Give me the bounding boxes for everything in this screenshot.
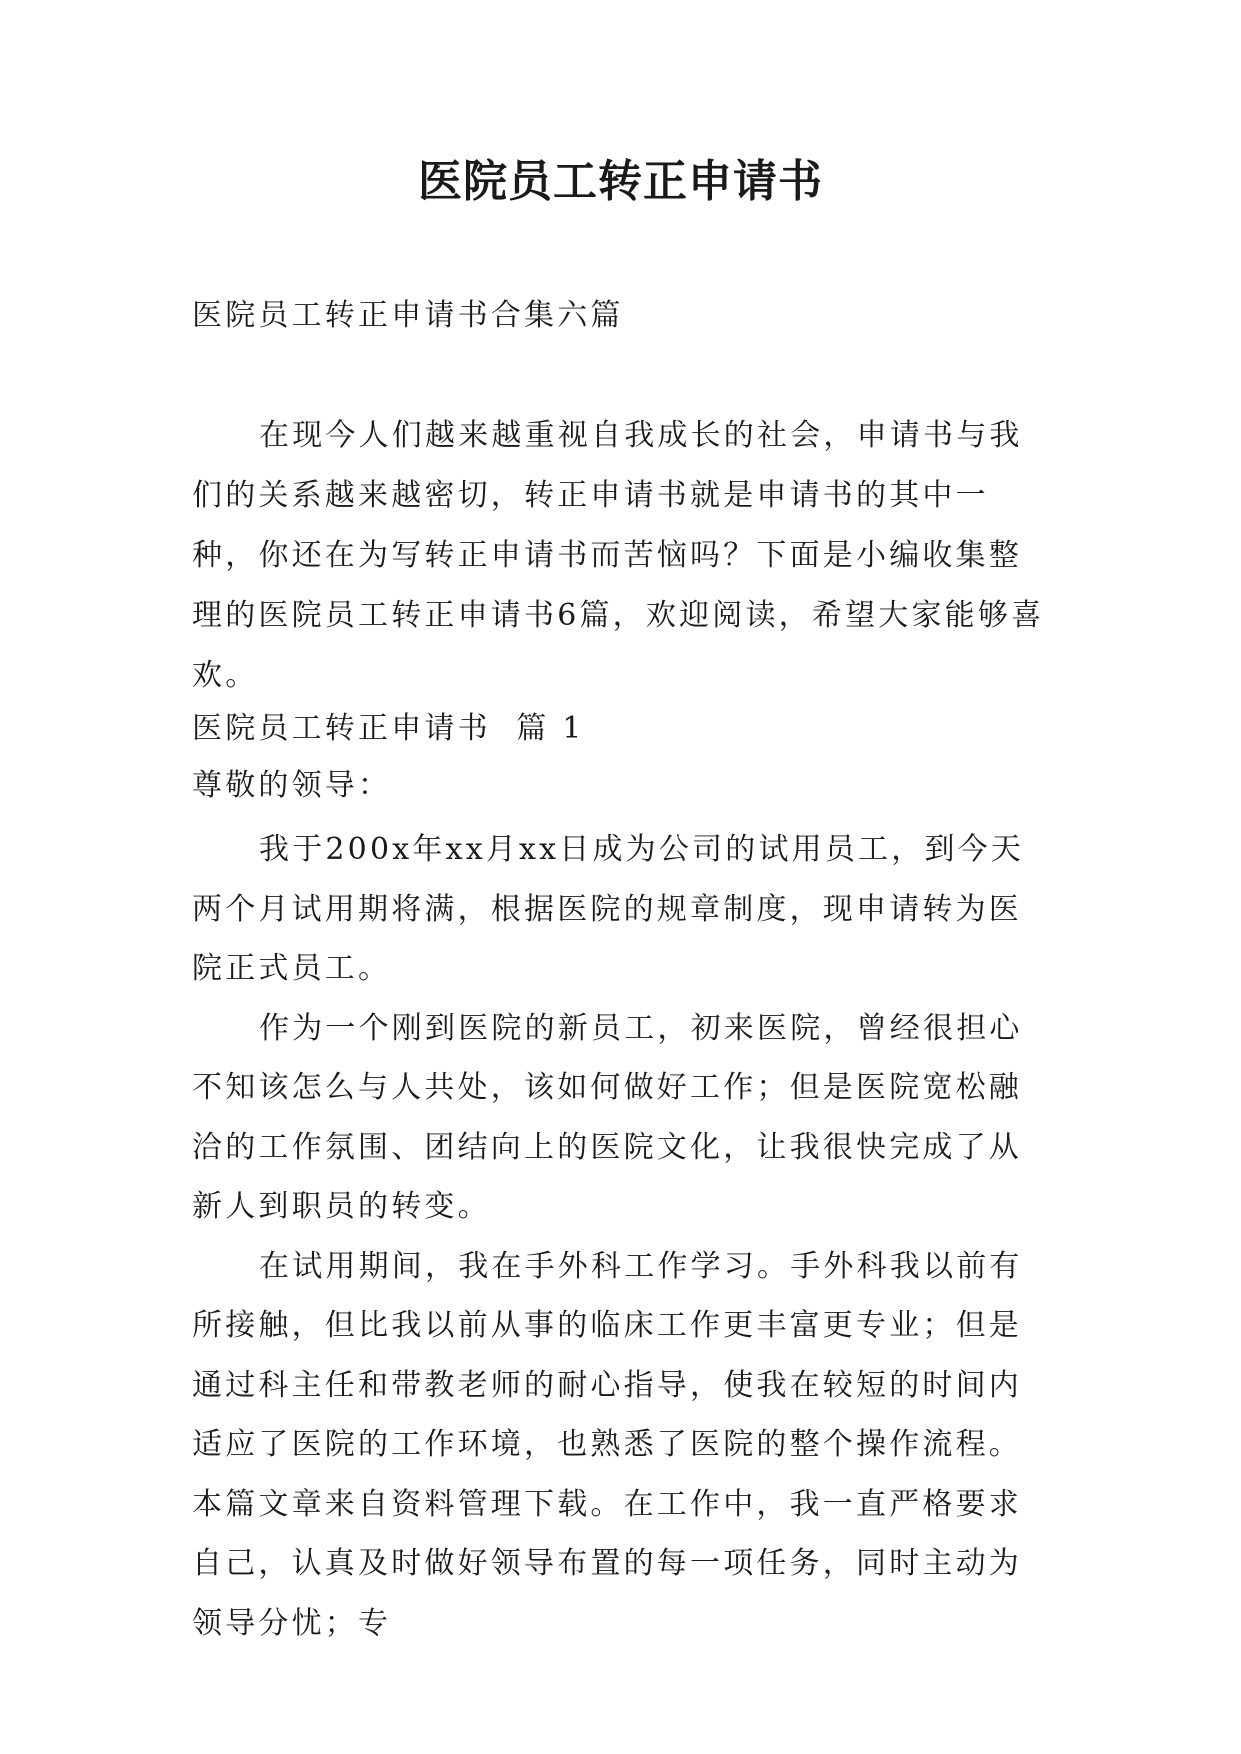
salutation: 尊敬的领导： (192, 768, 392, 803)
letter-paragraph: 我于200x年xx月xx日成为公司的试用员工，到今天两个月试用期将满，根据医院的规章制度，现申请转为医院正式员工。 (192, 832, 1025, 986)
document-subtitle: 医院员工转正申请书合集六篇 (192, 298, 624, 333)
section-heading: 医院员工转正申请书 篇 1 (192, 711, 585, 746)
letter-paragraph: 在试用期间，我在手外科工作学习。手外科我以前有所接触，但比我以前从事的临床工作更丰富更专业；但是通过科主任和带教老师的耐心指导，使我在较短的时间内适应了医院的工作环境，也熟悉了医院的整个操作流程。本篇文章来自资料管理下载。在工作中，我一直严格要求自己，认真及时做好领导布置的每一项任务，同时主动为领导分忧；专 (192, 1248, 1023, 1641)
letter-body (192, 820, 1054, 1653)
document-title: 医院员工转正申请书 (418, 156, 823, 207)
intro-paragraph: 在现今人们越来越重视自我成长的社会，申请书与我们的关系越来越密切，转正申请书就是申请书的其中一种，你还在为写转正申请书而苦恼吗？下面是小编收集整理的医院员工转正申请书6篇，欢迎阅读，希望大家能够喜欢。 (192, 418, 1045, 693)
letter-paragraph: 作为一个刚到医院的新员工，初来医院，曾经很担心不知该怎么与人共处，该如何做好工作；但是医院宽松融洽的工作氛围、团结向上的医院文化，让我很快完成了从新人到职员的转变。 (192, 1010, 1023, 1224)
